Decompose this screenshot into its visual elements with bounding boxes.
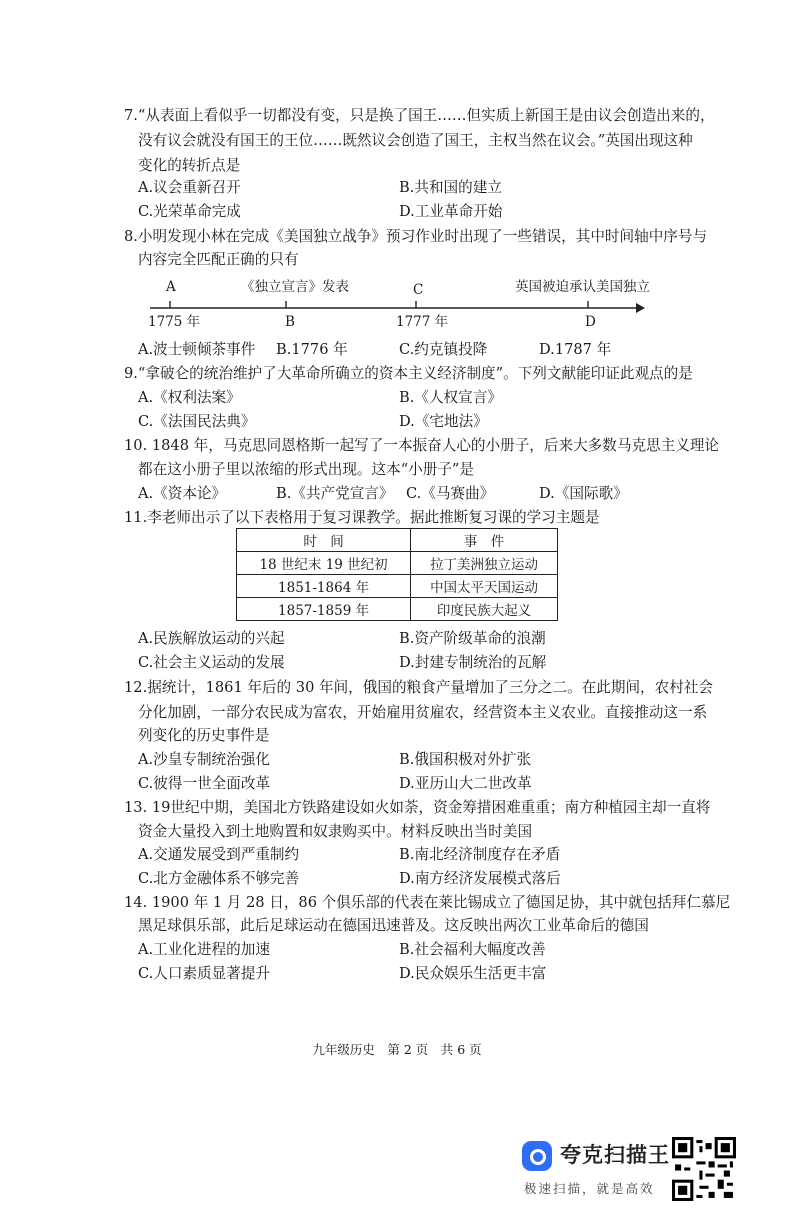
q14-option-b: B.社会福利大幅度改善 bbox=[399, 941, 546, 958]
timeline-year-1775: 1775 年 bbox=[148, 314, 201, 330]
page-footer: 九年级历史 第 2 页 共 6 页 bbox=[312, 1042, 482, 1057]
timeline-event-declaration: 《独立宣言》发表 bbox=[241, 279, 349, 295]
table-cell-event: 中国太平天国运动 bbox=[411, 575, 558, 598]
timeline-axis bbox=[140, 296, 650, 320]
q12-line-1: 12.据统计，1861 年后的 30 年间，俄国的粮食产量增加了三分之二。在此期间，农村社会 bbox=[124, 679, 714, 696]
q13-option-b: B.南北经济制度存在矛盾 bbox=[399, 846, 561, 863]
q10-line-2: 都在这小册子里以浓缩的形式出现。这本“小册子”是 bbox=[138, 461, 474, 478]
q12-option-d: D.亚历山大二世改革 bbox=[399, 775, 532, 792]
table-cell-time: 1857-1859 年 bbox=[237, 598, 411, 621]
q10-option-a: A.《资本论》 bbox=[138, 485, 227, 502]
table-cell-event: 印度民族大起义 bbox=[411, 598, 558, 621]
q13-line-1: 13. 19世纪中期，美国北方铁路建设如火如荼，资金筹措困难重重；南方种植园主却一直将 bbox=[124, 799, 711, 816]
q13-option-c: C.北方金融体系不够完善 bbox=[138, 870, 300, 887]
table-row bbox=[237, 552, 558, 575]
q8-option-c: C.约克镇投降 bbox=[399, 341, 488, 358]
table-header-row bbox=[237, 529, 558, 552]
table-row bbox=[237, 598, 558, 621]
q14-option-a: A.工业化进程的加速 bbox=[138, 941, 270, 958]
watermark-title: 夸克扫描王 bbox=[560, 1143, 670, 1167]
q14-option-c: C.人口素质显著提升 bbox=[138, 965, 271, 982]
q9-line-1: 9.“拿破仑的统治维护了大革命所确立的资本主义经济制度”。下列文献能印证此观点的是 bbox=[124, 365, 693, 382]
watermark-slogan: 极速扫描，就是高效 bbox=[524, 1181, 655, 1196]
q9-option-c: C.《法国民法典》 bbox=[138, 413, 256, 430]
timeline-year-1777: 1777 年 bbox=[396, 314, 449, 330]
q14-line-2: 黑足球俱乐部，此后足球运动在德国迅速普及。这反映出两次工业革命后的德国 bbox=[138, 917, 649, 934]
q7-option-d: D.工业革命开始 bbox=[399, 203, 503, 220]
q13-option-a: A.交通发展受到严重制约 bbox=[138, 846, 300, 863]
q8-option-a: A.波士顿倾茶事件 bbox=[138, 341, 256, 358]
q12-option-b: B.俄国积极对外扩张 bbox=[399, 751, 532, 768]
q11-line-1: 11.李老师出示了以下表格用于复习课教学。据此推断复习课的学习主题是 bbox=[124, 509, 600, 526]
q7-option-a: A.议会重新召开 bbox=[138, 179, 241, 196]
q9-option-a: A.《权利法案》 bbox=[138, 389, 241, 406]
q9-option-b: B.《人权宣言》 bbox=[399, 389, 502, 406]
table-row bbox=[237, 575, 558, 598]
q8-line-2: 内容完全匹配正确的只有 bbox=[138, 251, 299, 268]
q11-option-a: A.民族解放运动的兴起 bbox=[138, 630, 285, 647]
q13-line-2: 资金大量投入到土地购置和奴隶购买中。材料反映出当时美国 bbox=[138, 823, 533, 840]
qr-code-icon bbox=[672, 1137, 736, 1201]
timeline-event-recognition: 英国被迫承认美国独立 bbox=[515, 279, 650, 295]
q11-option-c: C.社会主义运动的发展 bbox=[138, 654, 285, 671]
q14-line-1: 14. 1900 年 1 月 28 日，86 个俱乐部的代表在莱比锡成立了德国足协，其中就包括拜仁慕尼 bbox=[124, 894, 731, 911]
q8-option-d: D.1787 年 bbox=[539, 341, 612, 358]
q7-option-b: B.共和国的建立 bbox=[399, 179, 502, 196]
q8-line-1: 8.小明发现小林在完成《美国独立战争》预习作业时出现了一些错误，其中时间轴中序号与 bbox=[124, 228, 708, 245]
quark-logo-icon bbox=[522, 1141, 552, 1171]
q9-option-d: D.《宅地法》 bbox=[399, 413, 488, 430]
q12-option-a: A.沙皇专制统治强化 bbox=[138, 751, 270, 768]
q10-line-1: 10. 1848 年，马克思同恩格斯一起写了一本振奋人心的小册子，后来大多数马克思主义理论 bbox=[124, 437, 720, 454]
q7-line-3: 变化的转折点是 bbox=[138, 157, 241, 174]
q11-option-b: B.资产阶级革命的浪潮 bbox=[399, 630, 546, 647]
q13-option-d: D.南方经济发展模式落后 bbox=[399, 870, 561, 887]
timeline-label-c: C bbox=[413, 282, 424, 298]
table-cell-time: 18 世纪末 19 世纪初 bbox=[237, 552, 411, 575]
q12-option-c: C.彼得一世全面改革 bbox=[138, 775, 271, 792]
q7-line-1: 7.“从表面上看似乎一切都没有变，只是换了国王……但实质上新国王是由议会创造出来的， bbox=[124, 107, 715, 124]
table-header-event: 事 件 bbox=[411, 529, 558, 552]
table-header-time: 时 间 bbox=[237, 529, 411, 552]
q14-option-d: D.民众娱乐生活更丰富 bbox=[399, 965, 547, 982]
q12-line-2: 分化加剧，一部分农民成为富农，开始雇用贫雇农，经营资本主义农业。直接推动这一系 bbox=[138, 704, 708, 721]
q10-option-d: D.《国际歌》 bbox=[539, 485, 628, 502]
review-table bbox=[236, 528, 558, 621]
table-cell-time: 1851-1864 年 bbox=[237, 575, 411, 598]
q7-line-2: 没有议会就没有国王的王位……既然议会创造了国王，主权当然在议会。”英国出现这种 bbox=[138, 132, 693, 149]
q11-option-d: D.封建专制统治的瓦解 bbox=[399, 654, 547, 671]
scanner-watermark bbox=[522, 1137, 792, 1205]
q8-option-b: B.1776 年 bbox=[276, 341, 348, 358]
q10-option-c: C.《马赛曲》 bbox=[406, 485, 495, 502]
q7-option-c: C.光荣革命完成 bbox=[138, 203, 241, 220]
timeline-label-d: D bbox=[585, 314, 596, 330]
q10-option-b: B.《共产党宣言》 bbox=[276, 485, 394, 502]
timeline-label-b: B bbox=[285, 314, 295, 330]
table-cell-event: 拉丁美洲独立运动 bbox=[411, 552, 558, 575]
q12-line-3: 列变化的历史事件是 bbox=[138, 727, 270, 744]
timeline-label-a: A bbox=[166, 279, 176, 295]
